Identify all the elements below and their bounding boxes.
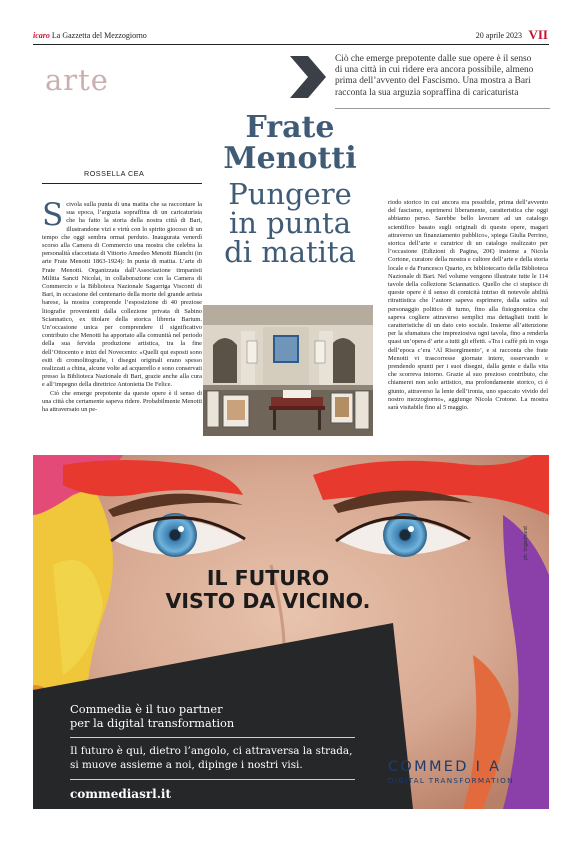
article-paragraph: civola sulla punta di una matita che sa raccontare la sua epoca, l’arguzia sopraffina di un caricaturista che ha fatto la storia della nostra città di Bari, illustrandone vizi e virtù con lo spirito giocoso di un tempo che oggi sembra ormai perduto. Inaugurata venerdì scorso alla Camera di Commercio una mostra che celebra la personalità sfaccettata di Vittorio Amedeo Menotti Bianchi (in arte Frate Menotti 1863-1924): In punta di matita. L’arte di Frate Menotti. Organizzata dall’Associazione timpanisti Militia Sancti Nicolai, in collaborazione con la Camera di Commercio e la Biblioteca Nazionale Sagarriga Visconti di Bari, in occasione del centenario della morte del grande artista barese, la mostra comprende l’esposizione di 40 preziose litografie provenienti dalla collezione privata di Sabino Sciannatico, ex titolare della storica libreria Barium. Un’occasione unica per comprendere il significativo contributo che Menotti ha apportato alla comunità nel periodo della sua fervida produzione artistica, tra la fine dell’Ottocento e inizi del Novecento: «Quelli qui esposti sono esiti di cromolitografie, i disegni originali erano spesso realizzati a china, alcune volte ad acquerello e sono conservati presso la Biblioteca Nazionale di Bari, grazie anche alla cura e all’impegno della direttrice Antonietta De Felice.: [42, 201, 202, 389]
masthead: [33, 31, 147, 40]
ad-body-line: Il futuro è qui, dietro l’angolo, ci attraversa la strada,: [70, 745, 353, 757]
newspaper-name: La Gazzetta del Mezzogiorno: [51, 31, 147, 40]
article-paragraph: riodo storico in cui ancora era possibile, prima dell’avvento del fascismo, esprimersi liberamente, caratteristica che oggi abbiamo perso. Sarebbe bello lavorare ad un catalogo scientifico basato sugli originali di queste opere, magari attraverso un finanziamento pubblico», spiega Giulia Perrino, storica dell’arte e curatrice di un catalogo realizzato per l’occasione (Edizioni di Pagina, 20€) insieme a Nicola Cortone, curatore della mostra e cultore dell’arte e della storia locale e da Francesco Quarto, ex bibliotecario della Biblioteca Nazionale di Bari. Nel volume vengono illustrate tutte le 114 tavole della collezione Sciannatico. Quello che ci stupisce di queste opere è il senso di comicità intriso di notevole abilità ritrattistica che l’autore sapeva esprimere, dalla satira sul personaggio politico di turno, fino alla fisiognomica che sapeva cogliere attraverso semplici ma dettagliati tratti le caratteristiche di un dato ceto sociale. Insieme all’attenzione per la sfumatura che impreziosiva ogni tavola, fino a renderla quasi un’opera d’ arte a tutti gli effetti. «Tra i caffè più in voga dell’epoca c’era ‘Al Risorgimento’, e si racconta che frate Menotti vi trascorresse giornate intere, osservando e prendendo spunti per i suoi disegni, dalla gente e dalla vita che scorreva intorno. Grazie al suo prezioso contributo, che chiamerei non solo artistico, ma profondamente storico, ci è giunto, attraverso la lente dell’ironia, uno spaccato vivido del nostro mezzogiorno», aggiunge Nicola Crotone. La mostra sarà visitabile fino al 5 maggio.: [388, 199, 548, 412]
ad-divider: [70, 737, 355, 738]
commedia-logo: [388, 759, 516, 785]
section-label: arte: [45, 63, 109, 97]
deck-divider: [335, 108, 550, 109]
headline-line: in punta: [228, 206, 352, 240]
headline-bold: [215, 112, 365, 174]
chevron-right-icon: [288, 54, 328, 100]
ad-headline: [148, 567, 388, 613]
issue-date: 20 aprile 2023: [475, 31, 522, 40]
headline-line: Frate: [245, 110, 335, 145]
article-column-3: [388, 199, 548, 412]
byline: ROSSELLA CEA: [84, 169, 145, 178]
article-deck: Ciò che emerge prepotente dalle sue opere è il senso di una città in cui ridere era ancora possibile, almeno prima dell’avvento del Fascismo. Una mostra a Bari racconta la sua arguzia sopraffina di caricaturista: [335, 54, 534, 98]
page-number: VII: [528, 27, 548, 42]
ad-body-line: si muove assieme a noi, dipinge i nostri visi.: [70, 758, 303, 771]
ad-tagline: Commedia è il tuo partner: [70, 702, 223, 716]
masthead-brand: icaro: [33, 31, 50, 40]
headline-line: Pungere: [228, 177, 352, 211]
photo-credit: ph. Imgorthand: [523, 526, 529, 560]
ad-headline-line: IL FUTURO: [206, 566, 330, 590]
ad-headline-line: VISTO DA VICINO.: [165, 589, 371, 613]
exhibition-photo: [203, 305, 373, 436]
ad-tagline: per la digital transformation: [70, 716, 235, 730]
headline-line: di matita: [224, 235, 356, 269]
header-divider: [33, 44, 549, 45]
headline-line: Menotti: [223, 141, 357, 176]
headline-regular: [215, 177, 365, 269]
article-column-1: [42, 197, 202, 414]
byline-divider: [42, 183, 202, 184]
logo-name: COMMED I A: [388, 759, 502, 775]
ad-divider: [70, 779, 355, 780]
drop-cap: S: [42, 197, 64, 233]
article-paragraph: Ciò che emerge prepotente da queste opere è il senso di una città che certamente sapeva ridere. Probabilmente Menotti ha attraversato un pe-: [42, 389, 202, 414]
logo-subtitle: DIGITAL TRANSFORMATION: [388, 776, 514, 785]
ad-url-link[interactable]: commediasrl.it: [70, 787, 171, 801]
ad-copy: [70, 702, 360, 801]
